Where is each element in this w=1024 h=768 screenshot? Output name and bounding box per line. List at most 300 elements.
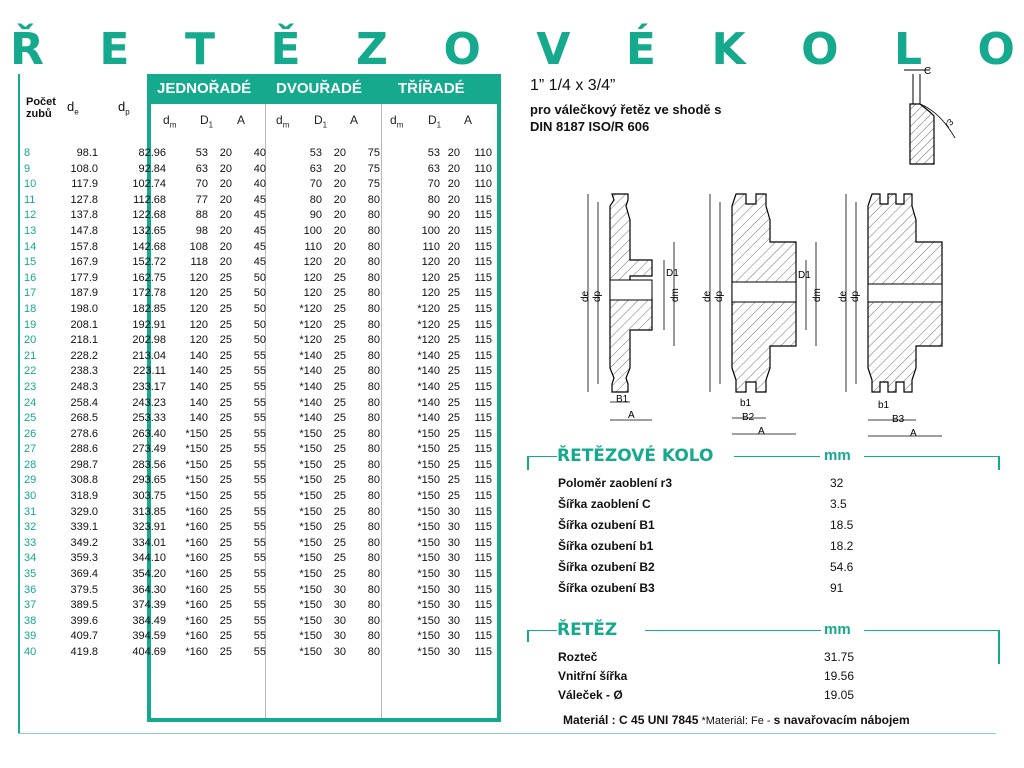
label-a-3: A (910, 428, 917, 439)
cell-dm-triple: *150 (417, 474, 440, 487)
cell-dm-single: 120 (189, 302, 208, 315)
cell-d1-single: 25 (219, 646, 232, 658)
tooth-profile-drawing (900, 60, 980, 170)
cell-d1-triple: 25 (447, 271, 460, 284)
cell-a-single: 45 (253, 209, 266, 222)
cell-de: 137.8 (70, 209, 98, 222)
cell-d1-triple: 20 (447, 178, 460, 191)
cell-a-triple: 115 (474, 568, 492, 581)
cell-d1-triple: 25 (447, 443, 460, 456)
cell-a-single: 50 (253, 287, 266, 300)
cell-a-double: 80 (367, 458, 380, 471)
cell-d1-single: 20 (219, 178, 232, 191)
chain-unit: mm (824, 621, 851, 638)
cell-d1-triple: 20 (447, 209, 460, 222)
cell-a-single: 55 (253, 568, 266, 581)
label-c: C (924, 66, 932, 77)
cell-d1-double: 25 (333, 552, 346, 565)
cell-dm-double: 120 (303, 271, 322, 284)
cell-d1-double: 20 (333, 178, 346, 191)
group-separator (381, 104, 382, 718)
title-letter: K (711, 23, 746, 75)
cell-d1-single: 25 (219, 505, 232, 518)
cell-d1-double: 30 (333, 646, 346, 658)
material-note: Materiál : C 45 UNI 7845 *Materiál: Fe - s navařovacím nábojem (563, 713, 910, 727)
cell-dp: 82.96 (138, 147, 166, 159)
cell-dm-triple: *150 (417, 521, 440, 534)
cell-a-double: 80 (367, 474, 380, 487)
section-line (734, 456, 820, 457)
cell-dm-single: 98 (195, 224, 208, 237)
subheader-a: A (350, 113, 359, 127)
subheader-d1: $D_1$ (314, 113, 328, 130)
spec-label: Váleček - Ø (558, 688, 623, 702)
cell-d1-single: 20 (219, 240, 232, 253)
label-a-2: A (758, 426, 765, 437)
cell-dm-single: *160 (185, 521, 208, 534)
frame-bottom-line (18, 733, 996, 734)
cell-dm-triple: *150 (417, 458, 440, 471)
cell-a-single: 55 (253, 646, 266, 658)
cell-d1-triple: 30 (447, 521, 460, 534)
cell-a-single: 55 (253, 349, 266, 362)
cell-a-triple: 115 (474, 552, 492, 565)
cell-d1-triple: 20 (447, 147, 460, 159)
cell-dm-double: 120 (303, 256, 322, 269)
cell-d1-double: 25 (333, 349, 346, 362)
cell-a-double: 80 (367, 287, 380, 300)
cell-d1-double: 20 (333, 240, 346, 253)
cell-dm-triple: *150 (417, 568, 440, 581)
cell-dm-single: *150 (185, 474, 208, 487)
title-letter: T (184, 23, 215, 75)
cell-de: 419.8 (70, 646, 98, 658)
cell-d1-double: 25 (333, 568, 346, 581)
cell-dm-single: 70 (195, 178, 208, 191)
cell-a-single: 55 (253, 474, 266, 487)
cell-d1-triple: 20 (447, 193, 460, 206)
cell-a-triple: 115 (474, 396, 492, 409)
cell-dm-single: *160 (185, 568, 208, 581)
cell-dm-double: *150 (299, 521, 322, 534)
cell-dm-triple: 70 (427, 178, 440, 191)
spec-value: 18.2 (830, 539, 854, 553)
cell-a-triple: 115 (474, 365, 492, 378)
cell-d1-double: 20 (333, 224, 346, 237)
title-letter: O (977, 23, 1015, 75)
cell-a-triple: 115 (474, 334, 492, 347)
cell-d1-triple: 25 (447, 396, 460, 409)
cell-dm-triple: 53 (427, 147, 440, 159)
cell-d1-single: 25 (219, 552, 232, 565)
cell-teeth: 38 (24, 614, 37, 627)
cell-d1-double: 25 (333, 287, 346, 300)
cell-de: 379.5 (70, 583, 98, 596)
cell-de: 98.1 (76, 147, 98, 159)
cell-a-double: 75 (367, 162, 380, 175)
cell-dm-single: 140 (189, 380, 208, 393)
cell-de: 157.8 (70, 240, 98, 253)
cell-a-triple: 115 (474, 412, 492, 425)
cell-de: 369.4 (70, 568, 98, 581)
cell-a-triple: 115 (474, 318, 492, 331)
cell-d1-triple: 30 (447, 505, 460, 518)
cell-dm-triple: *150 (417, 583, 440, 596)
spec-value: 19.05 (824, 688, 855, 702)
spec-value: 32 (830, 476, 844, 490)
label-b3-3: B3 (892, 414, 905, 425)
cell-d1-double: 25 (333, 334, 346, 347)
cell-a-double: 80 (367, 240, 380, 253)
cell-a-triple: 115 (474, 490, 492, 503)
cell-a-double: 80 (367, 443, 380, 456)
cell-dm-triple: *150 (417, 536, 440, 549)
cell-a-double: 80 (367, 536, 380, 549)
cell-d1-double: 30 (333, 599, 346, 612)
cell-d1-triple: 25 (447, 365, 460, 378)
cell-d1-single: 25 (219, 302, 232, 315)
label-dp-2: dp (714, 290, 725, 302)
subheader-d1: $D_1$ (200, 113, 214, 130)
cell-d1-double: 20 (333, 256, 346, 269)
cell-d1-triple: 20 (447, 162, 460, 175)
cell-teeth: 12 (24, 209, 37, 222)
label-dp-3: dp (850, 290, 861, 302)
cell-d1-single: 25 (219, 287, 232, 300)
cell-d1-triple: 30 (447, 646, 460, 658)
cell-dp: 213.04 (132, 349, 166, 362)
cell-a-double: 80 (367, 365, 380, 378)
cell-d1-single: 20 (219, 256, 232, 269)
spec-label: Vnitřní šířka (558, 669, 628, 683)
cell-a-double: 80 (367, 646, 380, 658)
cell-a-double: 80 (367, 193, 380, 206)
spec-label: Šířka ozubení B2 (558, 560, 655, 574)
cell-dp: 323.91 (132, 521, 166, 534)
page-title (10, 23, 1015, 75)
cell-dm-triple: 120 (421, 271, 440, 284)
tooth-count-header: Počet zubů (26, 96, 56, 120)
cell-a-double: 75 (367, 178, 380, 191)
cell-de: 218.1 (70, 334, 98, 347)
cell-a-double: 80 (367, 396, 380, 409)
cell-dp: 263.40 (132, 427, 166, 440)
cell-d1-single: 25 (219, 599, 232, 612)
cell-a-triple: 115 (474, 271, 492, 284)
cell-d1-double: 20 (333, 193, 346, 206)
cell-dm-double: *150 (299, 458, 322, 471)
cell-teeth: 33 (24, 536, 37, 549)
cell-d1-triple: 20 (447, 240, 460, 253)
cell-teeth: 20 (24, 334, 37, 347)
cell-a-triple: 115 (474, 646, 492, 658)
cell-dp: 132.65 (132, 224, 166, 237)
cell-dm-double: *140 (299, 396, 322, 409)
spec-value: 3.5 (830, 497, 847, 511)
cell-teeth: 8 (24, 147, 31, 159)
cell-a-double: 75 (367, 147, 380, 159)
cell-teeth: 13 (24, 224, 37, 237)
cell-dm-single: *150 (185, 458, 208, 471)
cell-dm-double: *120 (299, 302, 322, 315)
cell-a-single: 45 (253, 256, 266, 269)
cell-d1-single: 25 (219, 474, 232, 487)
cell-dp: 152.72 (132, 256, 166, 269)
label-dp-1: dp (592, 290, 603, 302)
cell-d1-double: 25 (333, 536, 346, 549)
spec-label: Šířka zaoblení C (558, 497, 651, 511)
cell-teeth: 31 (24, 505, 37, 518)
cell-de: 278.6 (70, 427, 98, 440)
cell-teeth: 9 (24, 162, 31, 175)
cell-d1-triple: 30 (447, 536, 460, 549)
cell-dp: 404.69 (132, 646, 166, 658)
cell-a-single: 55 (253, 427, 266, 440)
cell-dm-double: 53 (309, 147, 322, 159)
cell-d1-single: 25 (219, 458, 232, 471)
cell-d1-double: 25 (333, 365, 346, 378)
cell-dm-triple: 110 (422, 240, 440, 253)
cell-teeth: 29 (24, 474, 37, 487)
cell-dp: 162.75 (132, 271, 166, 284)
sprocket-cross-section-drawings (570, 180, 970, 440)
cell-d1-single: 25 (219, 271, 232, 284)
cell-dm-single: *160 (185, 646, 208, 658)
cell-dp: 223.11 (133, 365, 166, 378)
cell-dm-triple: *140 (417, 412, 440, 425)
section-bracket (998, 456, 1000, 470)
cell-a-single: 55 (253, 552, 266, 565)
cell-a-triple: 115 (474, 521, 492, 534)
cell-de: 298.7 (70, 458, 98, 471)
cell-d1-triple: 25 (447, 318, 460, 331)
cell-dm-single: 88 (195, 209, 208, 222)
cell-de: 208.1 (70, 318, 98, 331)
cell-dm-triple: 100 (421, 224, 440, 237)
cell-teeth: 26 (24, 427, 37, 440)
cell-dm-triple: 120 (421, 256, 440, 269)
cell-dm-double: 110 (304, 240, 322, 253)
label-de-2: de (702, 290, 713, 302)
cell-a-single: 55 (253, 536, 266, 549)
cell-dm-triple: 80 (427, 193, 440, 206)
cell-de: 268.5 (70, 412, 98, 425)
label-b2-2: B2 (742, 412, 755, 423)
cell-dm-double: 63 (309, 162, 322, 175)
cell-dp: 344.10 (132, 552, 166, 565)
cell-a-triple: 115 (474, 630, 492, 643)
cell-dm-triple: *120 (417, 302, 440, 315)
cell-dp: 102.74 (132, 178, 166, 191)
cell-a-single: 50 (253, 302, 266, 315)
cell-teeth: 30 (24, 490, 37, 503)
cell-dm-triple: *150 (417, 630, 440, 643)
cell-dp: 122.68 (132, 209, 166, 222)
cell-dp: 354.20 (132, 568, 166, 581)
cell-dm-single: *160 (185, 630, 208, 643)
cell-d1-triple: 30 (447, 583, 460, 596)
cell-d1-double: 25 (333, 505, 346, 518)
cell-a-single: 55 (253, 505, 266, 518)
cell-d1-triple: 30 (447, 630, 460, 643)
title-letter: Z (356, 23, 388, 75)
cell-dp: 142.68 (132, 240, 166, 253)
cell-a-triple: 115 (474, 458, 492, 471)
cell-dm-single: *160 (185, 614, 208, 627)
cell-a-triple: 110 (474, 147, 492, 159)
cell-d1-triple: 25 (447, 412, 460, 425)
cell-d1-triple: 25 (447, 380, 460, 393)
cell-a-double: 80 (367, 568, 380, 581)
chain-standard-line2: DIN 8187 ISO/R 606 (530, 119, 650, 134)
cell-d1-triple: 30 (447, 552, 460, 565)
sprocket-section-title: ŘETĚZOVÉ KOLO (557, 446, 714, 466)
cell-a-single: 55 (253, 630, 266, 643)
cell-dm-triple: *140 (417, 396, 440, 409)
cell-dm-single: 140 (189, 349, 208, 362)
cell-d1-single: 20 (219, 209, 232, 222)
cell-d1-single: 25 (219, 396, 232, 409)
cell-dm-double: *140 (299, 349, 322, 362)
cell-teeth: 28 (24, 458, 37, 471)
spec-label: Šířka ozubení B1 (558, 518, 655, 532)
spec-value: 91 (830, 581, 844, 595)
section-line (527, 630, 557, 631)
cell-d1-triple: 30 (447, 599, 460, 612)
cell-a-triple: 115 (474, 536, 492, 549)
cell-d1-single: 20 (219, 147, 232, 159)
subheader-a: A (464, 113, 473, 127)
cell-d1-single: 20 (219, 224, 232, 237)
cell-d1-single: 25 (219, 427, 232, 440)
label-d1-1: D1 (666, 268, 679, 279)
cell-dm-single: *160 (185, 599, 208, 612)
subheader-a: A (237, 113, 246, 127)
cell-dm-double: 70 (309, 178, 322, 191)
cell-a-triple: 110 (474, 178, 492, 191)
spec-label: Rozteč (558, 650, 598, 664)
cell-dm-double: 90 (309, 209, 322, 222)
cell-dm-double: *150 (299, 490, 322, 503)
cell-d1-double: 25 (333, 458, 346, 471)
cell-dm-double: *150 (299, 630, 322, 643)
cell-a-double: 80 (367, 630, 380, 643)
section-line (527, 456, 557, 457)
cell-de: 318.9 (70, 490, 98, 503)
section-bracket (527, 630, 529, 642)
title-letter: E (99, 23, 130, 75)
cell-a-double: 80 (367, 380, 380, 393)
cell-dm-triple: 63 (427, 162, 440, 175)
cell-a-triple: 115 (474, 583, 492, 596)
cell-a-single: 40 (253, 178, 266, 191)
cell-teeth: 36 (24, 583, 37, 596)
spec-label: Šířka ozubení b1 (558, 539, 654, 553)
cell-a-single: 55 (253, 614, 266, 627)
title-letter: Ř (10, 23, 44, 75)
cell-dp: 243.23 (132, 396, 166, 409)
cell-dm-single: *150 (185, 490, 208, 503)
label-r3: r3 (942, 116, 956, 130)
cell-a-triple: 115 (474, 224, 492, 237)
cell-de: 359.3 (70, 552, 98, 565)
cell-dm-double: *140 (299, 380, 322, 393)
cell-dp: 273.49 (132, 443, 166, 456)
cell-a-single: 50 (253, 318, 266, 331)
cell-d1-triple: 25 (447, 349, 460, 362)
cell-d1-double: 25 (333, 380, 346, 393)
cell-dp: 112.68 (133, 193, 166, 206)
cell-dm-single: 118 (190, 256, 208, 269)
cell-d1-double: 20 (333, 147, 346, 159)
label-b1-1: B1 (616, 394, 629, 405)
frame-left-line (18, 74, 20, 734)
cell-d1-triple: 25 (447, 474, 460, 487)
spec-value: 54.6 (830, 560, 854, 574)
cell-de: 167.9 (70, 256, 98, 269)
cell-dp: 253.33 (132, 412, 166, 425)
label-de-1: de (580, 290, 591, 302)
cell-d1-triple: 30 (447, 614, 460, 627)
cell-d1-triple: 25 (447, 302, 460, 315)
cell-dm-triple: 90 (427, 209, 440, 222)
cell-dm-double: *140 (299, 412, 322, 425)
cell-dp: 192.91 (132, 318, 166, 331)
cell-d1-single: 25 (219, 334, 232, 347)
cell-dm-double: *150 (299, 474, 322, 487)
cell-dm-triple: *150 (417, 505, 440, 518)
cell-de: 258.4 (70, 396, 98, 409)
cell-dm-double: *150 (299, 568, 322, 581)
label-b1s-2: b1 (740, 398, 752, 409)
cell-a-double: 80 (367, 552, 380, 565)
cell-dm-single: *160 (185, 552, 208, 565)
cell-dm-triple: *150 (417, 443, 440, 456)
cell-dm-single: *160 (185, 505, 208, 518)
cell-d1-double: 25 (333, 427, 346, 440)
cell-dm-triple: *150 (417, 614, 440, 627)
cell-teeth: 14 (24, 240, 37, 253)
cell-dp: 172.78 (132, 287, 166, 300)
cell-dp: 283.56 (132, 458, 166, 471)
group-jednoradé: JEDNOŘADÉ (157, 80, 252, 97)
cell-d1-single: 25 (219, 380, 232, 393)
cell-a-double: 80 (367, 614, 380, 627)
cell-d1-double: 25 (333, 302, 346, 315)
cell-dm-double: *140 (299, 365, 322, 378)
spec-value: 31.75 (824, 650, 855, 664)
label-dm-1: dm (670, 288, 681, 302)
label-a-1: A (628, 410, 635, 421)
cell-d1-triple: 25 (447, 334, 460, 347)
sprocket-unit: mm (824, 447, 851, 464)
cell-dm-double: *150 (299, 505, 322, 518)
cell-a-double: 80 (367, 318, 380, 331)
cell-d1-double: 20 (333, 162, 346, 175)
cell-a-triple: 115 (474, 599, 492, 612)
cell-teeth: 24 (24, 396, 37, 409)
de-header: $d_e$ (67, 99, 79, 117)
cell-a-triple: 115 (474, 474, 492, 487)
cell-a-single: 50 (253, 334, 266, 347)
subheader-dm: $d_m$ (390, 113, 404, 130)
cell-a-single: 40 (253, 162, 266, 175)
spec-label: Poloměr zaoblení r3 (558, 476, 673, 490)
cell-de: 329.0 (70, 505, 98, 518)
cell-a-single: 45 (253, 240, 266, 253)
cell-dm-double: 100 (303, 224, 322, 237)
cell-a-single: 55 (253, 521, 266, 534)
